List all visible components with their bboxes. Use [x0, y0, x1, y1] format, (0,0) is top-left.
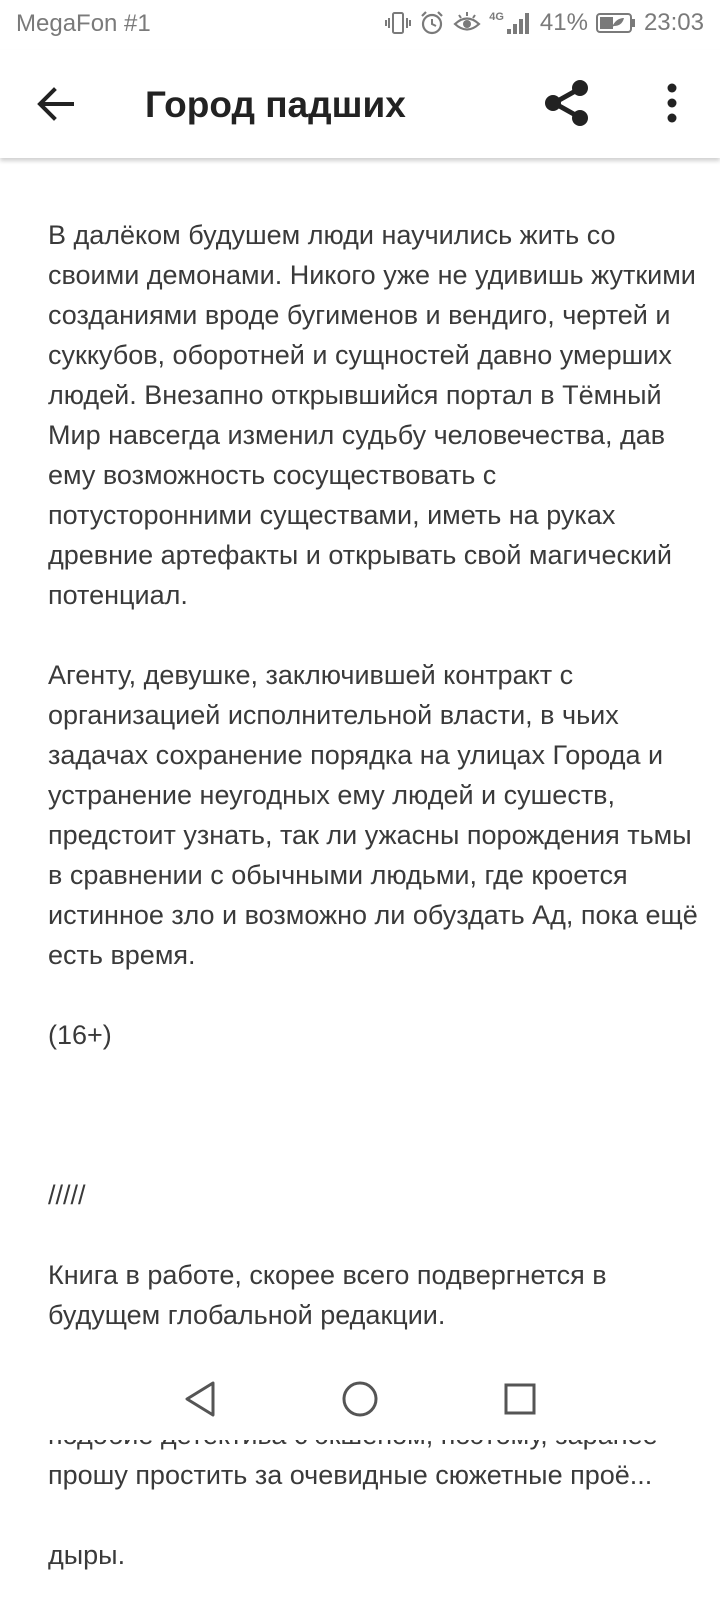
separator-text: /////: [48, 1180, 86, 1210]
system-nav-bar: [0, 1360, 720, 1440]
nav-back-icon: [183, 1380, 217, 1423]
page-title: Город падших: [145, 84, 406, 125]
description-paragraph: В далёком будушем люди научились жить со своими демонами. Никого уже не удивишь жуткими созданиями вроде бугименов и вендиго, чертей и суккубов, оборотней и сущностей давно умерших людей. Внезапно открывшийся портал в Тёмный Мир навсегда изменил судьбу человечества, дав ему возможность сосуществовать с потусторонними существами, иметь на руках древние артефакты и открывать свой магический потенциал.: [48, 220, 696, 610]
clock: 23:03: [643, 9, 704, 36]
eye-comfort-icon: [453, 10, 481, 36]
back-button[interactable]: [26, 76, 86, 136]
blank-line: [48, 1095, 698, 1135]
back-arrow-icon: [36, 86, 76, 127]
battery-percent: 41%: [539, 9, 588, 36]
status-bar: [0, 0, 720, 50]
app-bar: [0, 50, 720, 158]
description-paragraph: дыры.: [48, 1540, 126, 1570]
alarm-icon: [419, 10, 445, 36]
nav-recents-icon: [503, 1382, 537, 1421]
network-type: 4G: [489, 11, 504, 23]
signal-icon: [489, 11, 532, 35]
description-paragraph: Агенту, девушке, заключившей контракт с организацией исполнительной власти, в чьих задачах сохранение порядка на улицах Города и устранение неугодных ему людей и сушеств, предстоит узнать, так ли ужасны порождения тьмы в сравнении с обычными людьми, где кроется истинное зло и возможно ли обуздать Ад, пока ещё есть время.: [48, 660, 698, 970]
nav-back-button[interactable]: [175, 1376, 225, 1426]
nav-recents-button[interactable]: [495, 1376, 545, 1426]
battery-icon: [596, 12, 636, 34]
carrier-name: MegaFon #1: [16, 10, 151, 37]
nav-home-icon: [341, 1380, 379, 1423]
more-options-button[interactable]: [646, 74, 698, 136]
description-paragraph: Книга в работе, скорее всего подвергнется в будущем глобальной редакции.: [48, 1260, 607, 1330]
share-button[interactable]: [536, 74, 598, 136]
age-rating: (16+): [48, 1020, 112, 1050]
vibrate-icon: [385, 10, 411, 36]
nav-home-button[interactable]: [335, 1376, 385, 1426]
description-paragraph: прошу простить за очевидные сюжетные проё...: [48, 1460, 653, 1490]
share-icon: [542, 78, 592, 133]
more-vert-icon: [666, 83, 678, 128]
status-icons: [385, 9, 704, 37]
